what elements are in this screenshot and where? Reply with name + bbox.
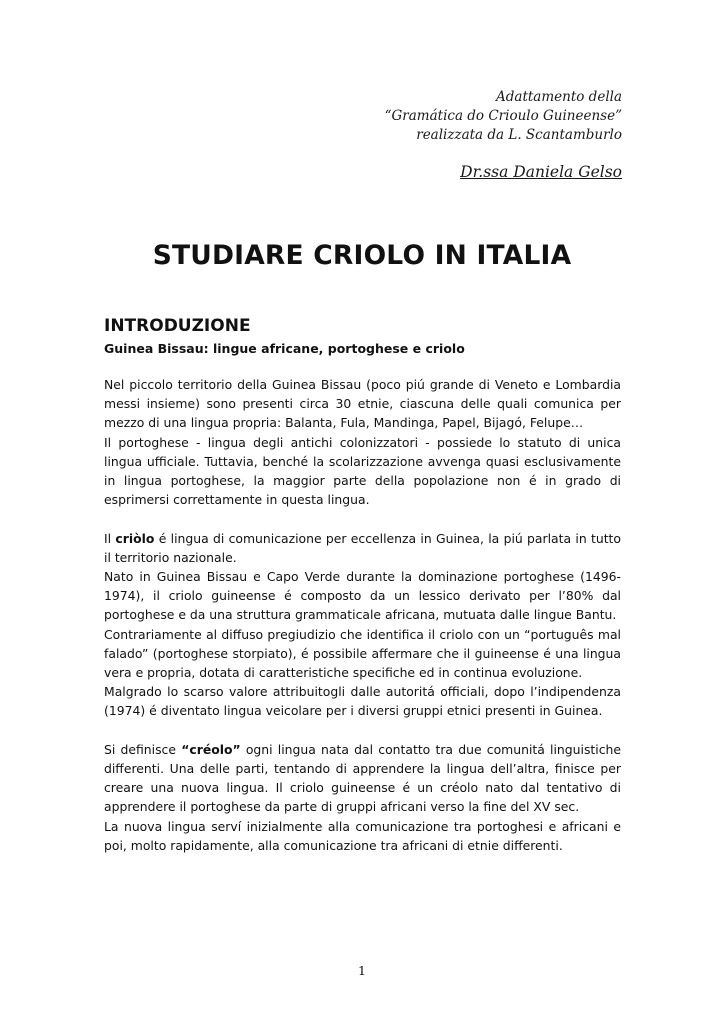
- paragraph-text: Il: [104, 530, 116, 546]
- paragraph: Nel piccolo territorio della Guinea Bissau (poco piú grande di Veneto e Lombardia messi insieme) sono presenti circa 30 etnie, ciascuna delle quali comunica per mezzo di una lingua propria: Balanta, Fula, Mandinga, Papel, Bijagó, Felupe…: [104, 377, 621, 431]
- paragraph: [104, 529, 621, 567]
- paragraph: [104, 740, 621, 817]
- subsection-heading: Guinea Bissau: lingue africane, portoghese e criolo: [104, 341, 465, 356]
- paragraph: Nato in Guinea Bissau e Capo Verde durante la dominazione portoghese (1496-1974), il criolo guineense é composto da un lessico derivato per l’80% dal portoghese e da una struttura grammaticale africana, mutuata dalle lingue Bantu.: [104, 569, 621, 623]
- emphasis-term: “créolo”: [181, 741, 241, 757]
- section-heading: INTRODUZIONE: [104, 316, 251, 336]
- paragraph: La nuova lingua serví inizialmente alla comunicazione tra portoghesi e africani e poi, molto rapidamente, alla comunicazione tra africani di etnie differenti.: [104, 818, 621, 853]
- body-text: [104, 375, 621, 855]
- paragraph-text: é lingua di comunicazione per eccellenza in Guinea, la piú parlata in tutto il territorio nazionale.: [104, 530, 621, 565]
- author-name: Dr.ssa Daniela Gelso: [460, 163, 622, 181]
- emphasis-term: criòlo: [115, 530, 155, 546]
- attribution-line: “Gramática do Crioulo Guineense”: [384, 108, 622, 124]
- paragraph: Malgrado lo scarso valore attribuitogli dalle autoritá officiali, dopo l’indipendenza (1974) é diventato lingua veicolare per i diversi gruppi etnici presenti in Guinea.: [104, 684, 621, 719]
- document-title: STUDIARE CRIOLO IN ITALIA: [152, 240, 572, 271]
- attribution-block: [385, 88, 622, 145]
- paragraph-text: Si definisce: [104, 741, 182, 757]
- page-number: 1: [358, 963, 366, 978]
- attribution-line: realizzata da L. Scantamburlo: [416, 127, 622, 143]
- attribution-line: Adattamento della: [496, 89, 622, 105]
- paragraph: Contrariamente al diffuso pregiudizio che identifica il criolo con un “português mal falado” (portoghese storpiato), é possibile affermare che il guineense é una lingua vera e propria, dotata di caratteristiche specifiche ed in continua evoluzione.: [104, 626, 621, 681]
- paragraph: Il portoghese - lingua degli antichi colonizzatori - possiede lo statuto di unica lingua ufficiale. Tuttavia, benché la scolarizzazione avvenga quasi esclusivamente in lingua portoghese, la maggior parte della popolazione non é in grado di esprimersi correttamente in questa lingua.: [104, 434, 621, 508]
- paragraph-text: ogni lingua nata dal contatto tra due comunitá linguistiche differenti. Una delle parti, tentando di apprendere la lingua dell’altra, finisce per creare una nuova lingua. Il criolo guineense é un créolo nato dal tentativo di apprendere il portoghese da parte di gruppi africani verso la fine del XV sec.: [104, 741, 621, 815]
